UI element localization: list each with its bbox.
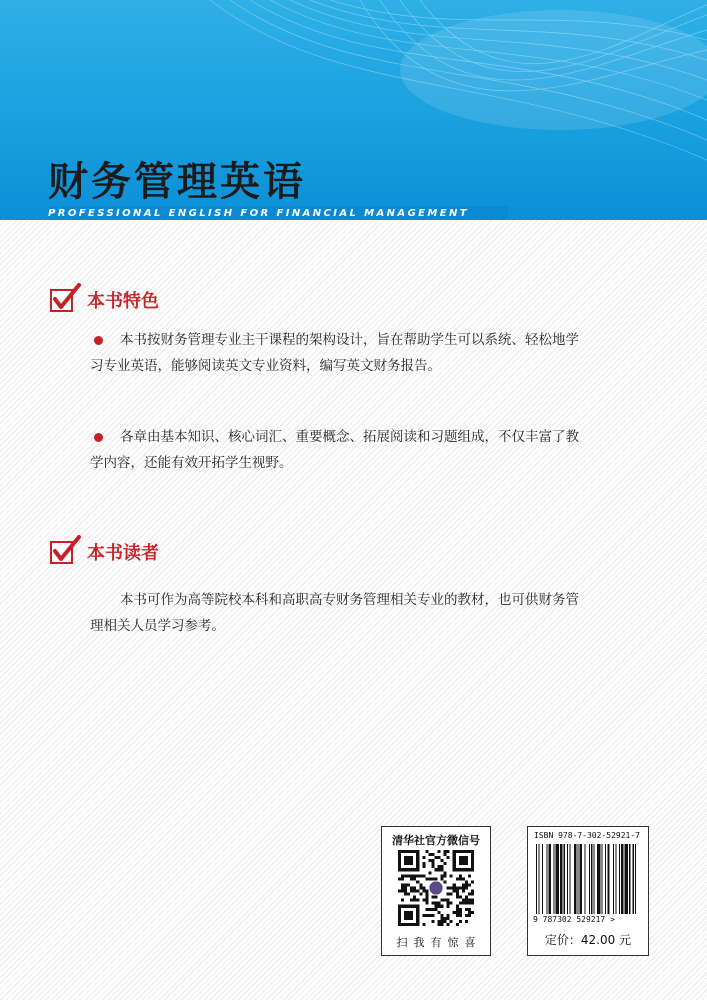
english-subtitle: PROFESSIONAL ENGLISH FOR FINANCIAL MANAGEMENT <box>48 206 508 220</box>
wechat-qr-panel <box>381 826 491 956</box>
isbn-barcode-panel <box>527 826 649 956</box>
qr-caption: 扫我有惊喜 <box>396 936 482 949</box>
checkmark-icon <box>50 283 82 313</box>
barcode-image <box>534 844 642 914</box>
price-label: 定价：42.00 元 <box>544 933 632 947</box>
cover-banner <box>0 0 707 220</box>
feature-item-1: 本书按财务管理专业主干课程的架构设计，旨在帮助学生可以系统、轻松地学习专业英语，能够阅读英文专业资料，编写英文财务报告。 <box>90 332 579 374</box>
feature-item-2: 各章由基本知识、核心词汇、重要概念、拓展阅读和习题组成，不仅丰富了教学内容，还能有效开拓学生视野。 <box>90 429 579 471</box>
book-title: 财务管理英语 <box>48 158 306 205</box>
isbn-text: ISBN 978-7-302-52921-7 <box>534 831 640 840</box>
readers-text: 本书可作为高等院校本科和高职高专财务管理相关专业的教材，也可供财务管理相关人员学习参考。 <box>90 592 579 634</box>
qr-code-image[interactable] <box>398 850 474 926</box>
qr-title: 清华社官方微信号 <box>392 834 480 847</box>
checkmark-icon <box>50 535 82 565</box>
barcode-digits: 9 787302 529217 > <box>533 915 615 924</box>
readers-title: 本书读者 <box>87 543 159 564</box>
features-title: 本书特色 <box>87 291 159 312</box>
